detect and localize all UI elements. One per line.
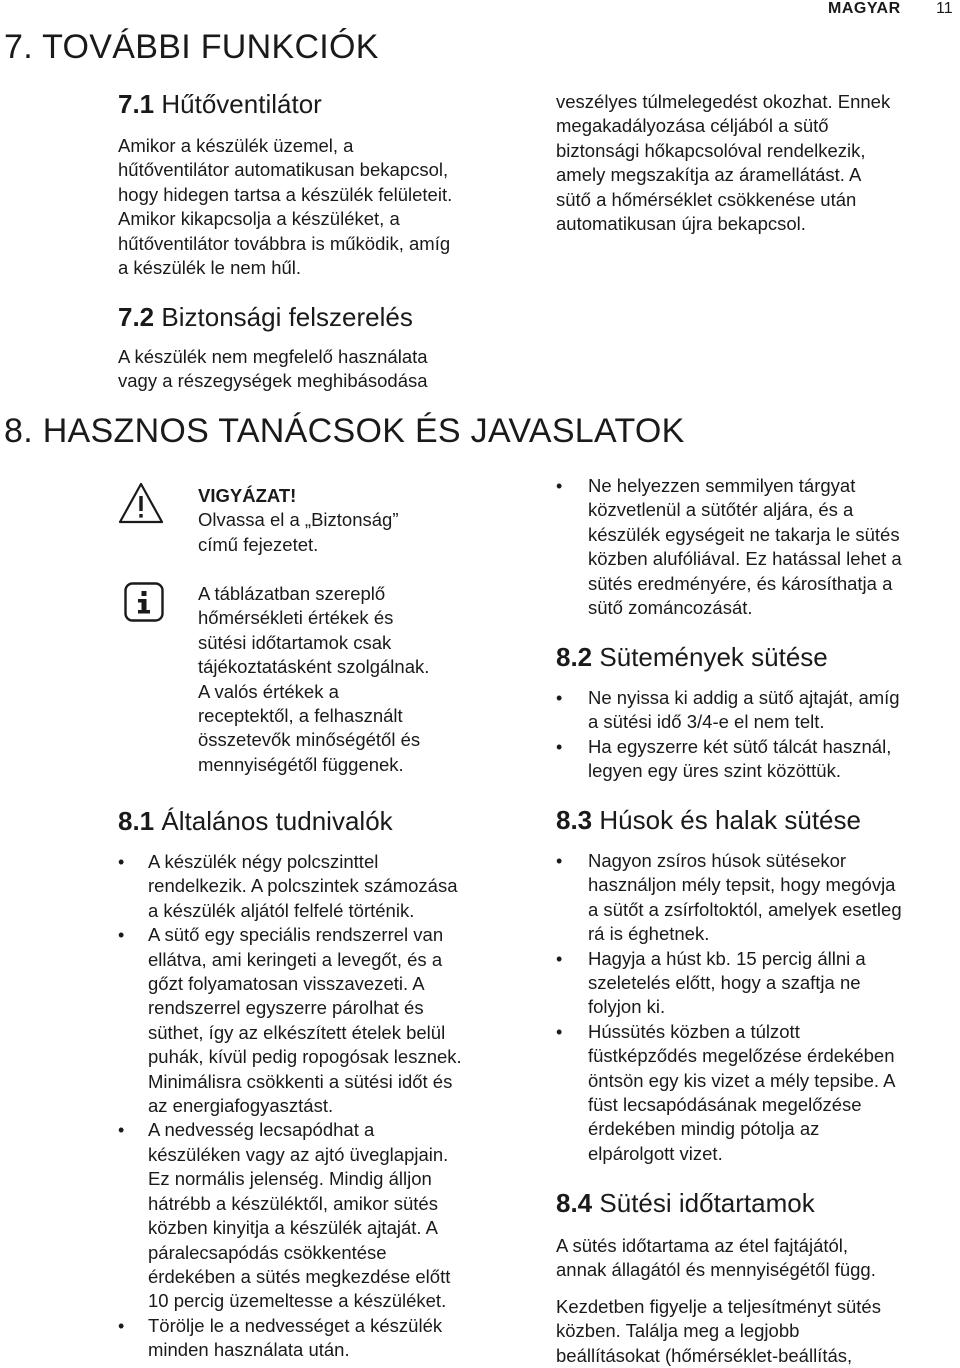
text-line: Kezdetben figyelje a teljesítményt sütés: [556, 1296, 881, 1317]
text-line: készüléken vagy az ajtó üveglapjain.: [148, 1143, 449, 1165]
text-line: biztonsági hőkapcsolóval rendelkezik,: [556, 139, 866, 161]
page-number: 11: [936, 0, 953, 17]
bullet: •: [556, 688, 563, 708]
text-line: receptektől, a felhasznált: [198, 705, 403, 727]
text-line: annak állagától és mennyiségétől függ.: [556, 1259, 876, 1281]
text-line: megakadályozása céljából a sütő: [556, 115, 829, 137]
section-8-3-heading: [556, 805, 861, 836]
text-line: Ne nyissa ki addig a sütő ajtaját, amíg: [588, 687, 900, 708]
text-line: páralecsapódás csökkentése: [148, 1241, 387, 1263]
section-8-2-title: Sütemények sütése: [599, 642, 828, 672]
text-line: veszélyes túlmelegedést okozhat. Ennek: [556, 91, 891, 112]
section-8-1-list: [118, 850, 462, 1363]
info-icon: [124, 582, 164, 622]
text-line: című fejezetet.: [198, 533, 319, 555]
bullet: •: [118, 925, 125, 946]
text-line: beállításokat (hőmérséklet-beállítás,: [556, 1344, 853, 1366]
text-line: tájékoztatásként szolgálnak.: [198, 656, 430, 678]
text-line: Hagyja a húst kb. 15 percig állni a: [588, 947, 866, 969]
text-line: öntsön egy kis vizet a mély tepsibe. A: [588, 1069, 896, 1091]
text-line: Amikor a készülék üzemel, a: [118, 135, 354, 156]
bullet: •: [556, 1021, 563, 1042]
text-line: közben kinyitja a készülék ajtaját. A: [148, 1217, 438, 1239]
text-line: A valós értékek a: [198, 680, 339, 702]
text-line: érdekében mindig pótolja az: [588, 1118, 820, 1140]
section-8-4-paragraph-1: [556, 1234, 876, 1283]
text-line: hátrébb a készüléktől, amikor sütés: [148, 1192, 438, 1214]
list-item: [556, 849, 902, 947]
text-line: Ez normális jelenség. Mindig álljon: [148, 1168, 432, 1190]
text-line: használjon mély tepsit, hogy megóvja: [588, 874, 896, 896]
section-8-right-list: [556, 474, 902, 620]
section-7-title: 7. TOVÁBBI FUNKCIÓK: [4, 28, 379, 66]
section-7-1-heading: [118, 89, 322, 120]
text-line: amely megszakítja az áramellátást. A: [556, 164, 862, 186]
text-line: közben alufóliával. Ez hatással lehet a: [588, 548, 902, 570]
text-line: a készülék le nem hűl.: [118, 257, 302, 279]
list-item: [556, 1020, 902, 1166]
text-line: vagy a részegységek meghibásodása: [118, 370, 428, 392]
section-7-1-title: Hűtőventilátor: [161, 89, 322, 119]
text-line: automatikusan újra bekapcsol.: [556, 213, 806, 235]
text-line: gőzt folyamatosan visszavezeti. A: [148, 973, 425, 995]
text-line: puhák, kívül pedig ropogósak lesznek.: [148, 1046, 462, 1068]
section-8-3-number: 8.3: [556, 805, 593, 835]
warning-heading: VIGYÁZAT!: [198, 485, 297, 506]
text-line: érdekében a sütés megkezdése előtt: [148, 1265, 451, 1287]
list-item: [118, 1118, 462, 1313]
bullet: •: [556, 948, 563, 969]
text-line: az energiafogyasztást.: [148, 1095, 334, 1117]
section-8-1-title: Általános tudnivalók: [161, 806, 393, 836]
text-line: sütés eredményére, és károsíthatja a: [588, 572, 893, 594]
text-line: elpárolgott vizet.: [588, 1142, 723, 1164]
text-line: készülék egységeit ne takarja le sütés: [588, 523, 900, 545]
list-item: [118, 923, 462, 1118]
section-8-4-title: Sütési időtartamok: [599, 1188, 815, 1218]
text-line: közben. Találja meg a legjobb: [556, 1320, 800, 1342]
text-line: rá is éghetnek.: [588, 923, 710, 945]
text-line: szeletelés előtt, hogy a szaftja ne: [588, 972, 861, 994]
section-8-4-number: 8.4: [556, 1188, 593, 1218]
text-line: ellátva, ami keringeti a levegőt, és a: [148, 948, 443, 970]
text-line: Ha egyszerre két sütő tálcát használ,: [588, 735, 892, 757]
section-7-2-text: [118, 345, 428, 394]
list-item: [118, 850, 462, 923]
section-8-2-list: [556, 686, 900, 784]
text-line: a készülék aljától felfelé történik.: [148, 899, 415, 921]
text-line: folyjon ki.: [588, 996, 666, 1018]
info-note: [198, 582, 429, 777]
section-8-3-list: [556, 849, 902, 1166]
text-line: hogy hidegen tartsa a készülék felületeit.: [118, 183, 453, 205]
section-7-1-number: 7.1: [118, 89, 155, 119]
section-7-2-title: Biztonsági felszerelés: [161, 302, 413, 332]
text-line: sütő zománcozását.: [588, 597, 753, 619]
section-8-2-number: 8.2: [556, 642, 593, 672]
bullet: •: [556, 476, 563, 496]
bullet: •: [118, 1315, 125, 1336]
text-line: hűtőventilátor automatikusan bekapcsol,: [118, 159, 449, 181]
section-8-4-heading: [556, 1188, 815, 1219]
section-8-1-number: 8.1: [118, 806, 155, 836]
list-item: [556, 686, 900, 735]
text-line: Törölje le a nedvességet a készülék: [148, 1314, 443, 1336]
text-line: hőmérsékleti értékek és: [198, 607, 394, 629]
section-8-2-heading: [556, 642, 828, 673]
text-line: Nagyon zsíros húsok sütésekor: [588, 850, 847, 871]
text-line: A készülék nem megfelelő használata: [118, 346, 428, 367]
section-8-4-paragraph-2: [556, 1295, 881, 1368]
list-item: [556, 735, 900, 784]
text-line: A nedvesség lecsapódhat a: [148, 1119, 375, 1141]
text-line: Minimálisra csökkenti a sütési időt és: [148, 1070, 453, 1092]
warning-note: [198, 484, 399, 557]
list-item: [556, 474, 902, 620]
section-8-1-heading: [118, 806, 393, 837]
section-7-2-heading: [118, 302, 413, 333]
text-line: rendelkezik. A polcszintek számozása: [148, 875, 458, 897]
section-7-1-text: [118, 134, 452, 280]
section-7-2-number: 7.2: [118, 302, 155, 332]
text-line: A készülék négy polcszinttel: [148, 851, 379, 872]
bullet: •: [118, 852, 125, 872]
text-line: süthet, így az elkészített ételek belül: [148, 1021, 446, 1043]
text-line: rendszerrel egyszerre párolhat és: [148, 997, 424, 1019]
section-8-3-title: Húsok és halak sütése: [599, 805, 861, 835]
text-line: mennyiségétől függenek.: [198, 753, 404, 775]
text-line: 10 percig üzemeltesse a készüléket.: [148, 1290, 447, 1312]
text-line: A sütő egy speciális rendszerrel van: [148, 924, 444, 946]
text-line: Amikor kikapcsolja a készüléket, a: [118, 208, 400, 230]
text-line: A sütés időtartama az étel fajtájától,: [556, 1235, 849, 1256]
bullet: •: [556, 736, 563, 757]
text-line: a sütési idő 3/4-e el nem telt.: [588, 711, 825, 733]
text-line: minden használata után.: [148, 1339, 350, 1361]
text-line: a sütőt a zsírfoltoktól, amelyek esetleg: [588, 898, 902, 920]
text-line: sütő a hőmérséklet csökkenése után: [556, 188, 857, 210]
text-line: füstképződés megelőzése érdekében: [588, 1045, 895, 1067]
text-line: legyen egy üres szint közöttük.: [588, 760, 841, 782]
text-line: Ne helyezzen semmilyen tárgyat: [588, 475, 856, 496]
section-8-title: 8. HASZNOS TANÁCSOK ÉS JAVASLATOK: [4, 412, 685, 450]
bullet: •: [556, 851, 563, 871]
list-item: [556, 947, 902, 1020]
text-line: közvetlenül a sütőtér aljára, és a: [588, 499, 854, 521]
section-7-2-continued-text: [556, 90, 890, 236]
header-language: MAGYAR: [828, 0, 901, 17]
text-line: összetevők minőségétől és: [198, 729, 421, 751]
text-line: füst lecsapódásának megelőzése: [588, 1094, 862, 1116]
text-line: Olvassa el a „Biztonság”: [198, 509, 399, 531]
warning-triangle-icon: [118, 482, 164, 524]
text-line: sütési időtartamok csak: [198, 631, 392, 653]
list-item: [118, 1314, 462, 1363]
text-line: A táblázatban szereplő: [198, 583, 386, 604]
text-line: Hússütés közben a túlzott: [588, 1020, 800, 1042]
bullet: •: [118, 1120, 125, 1141]
text-line: hűtőventilátor továbbra is működik, amíg: [118, 232, 451, 254]
